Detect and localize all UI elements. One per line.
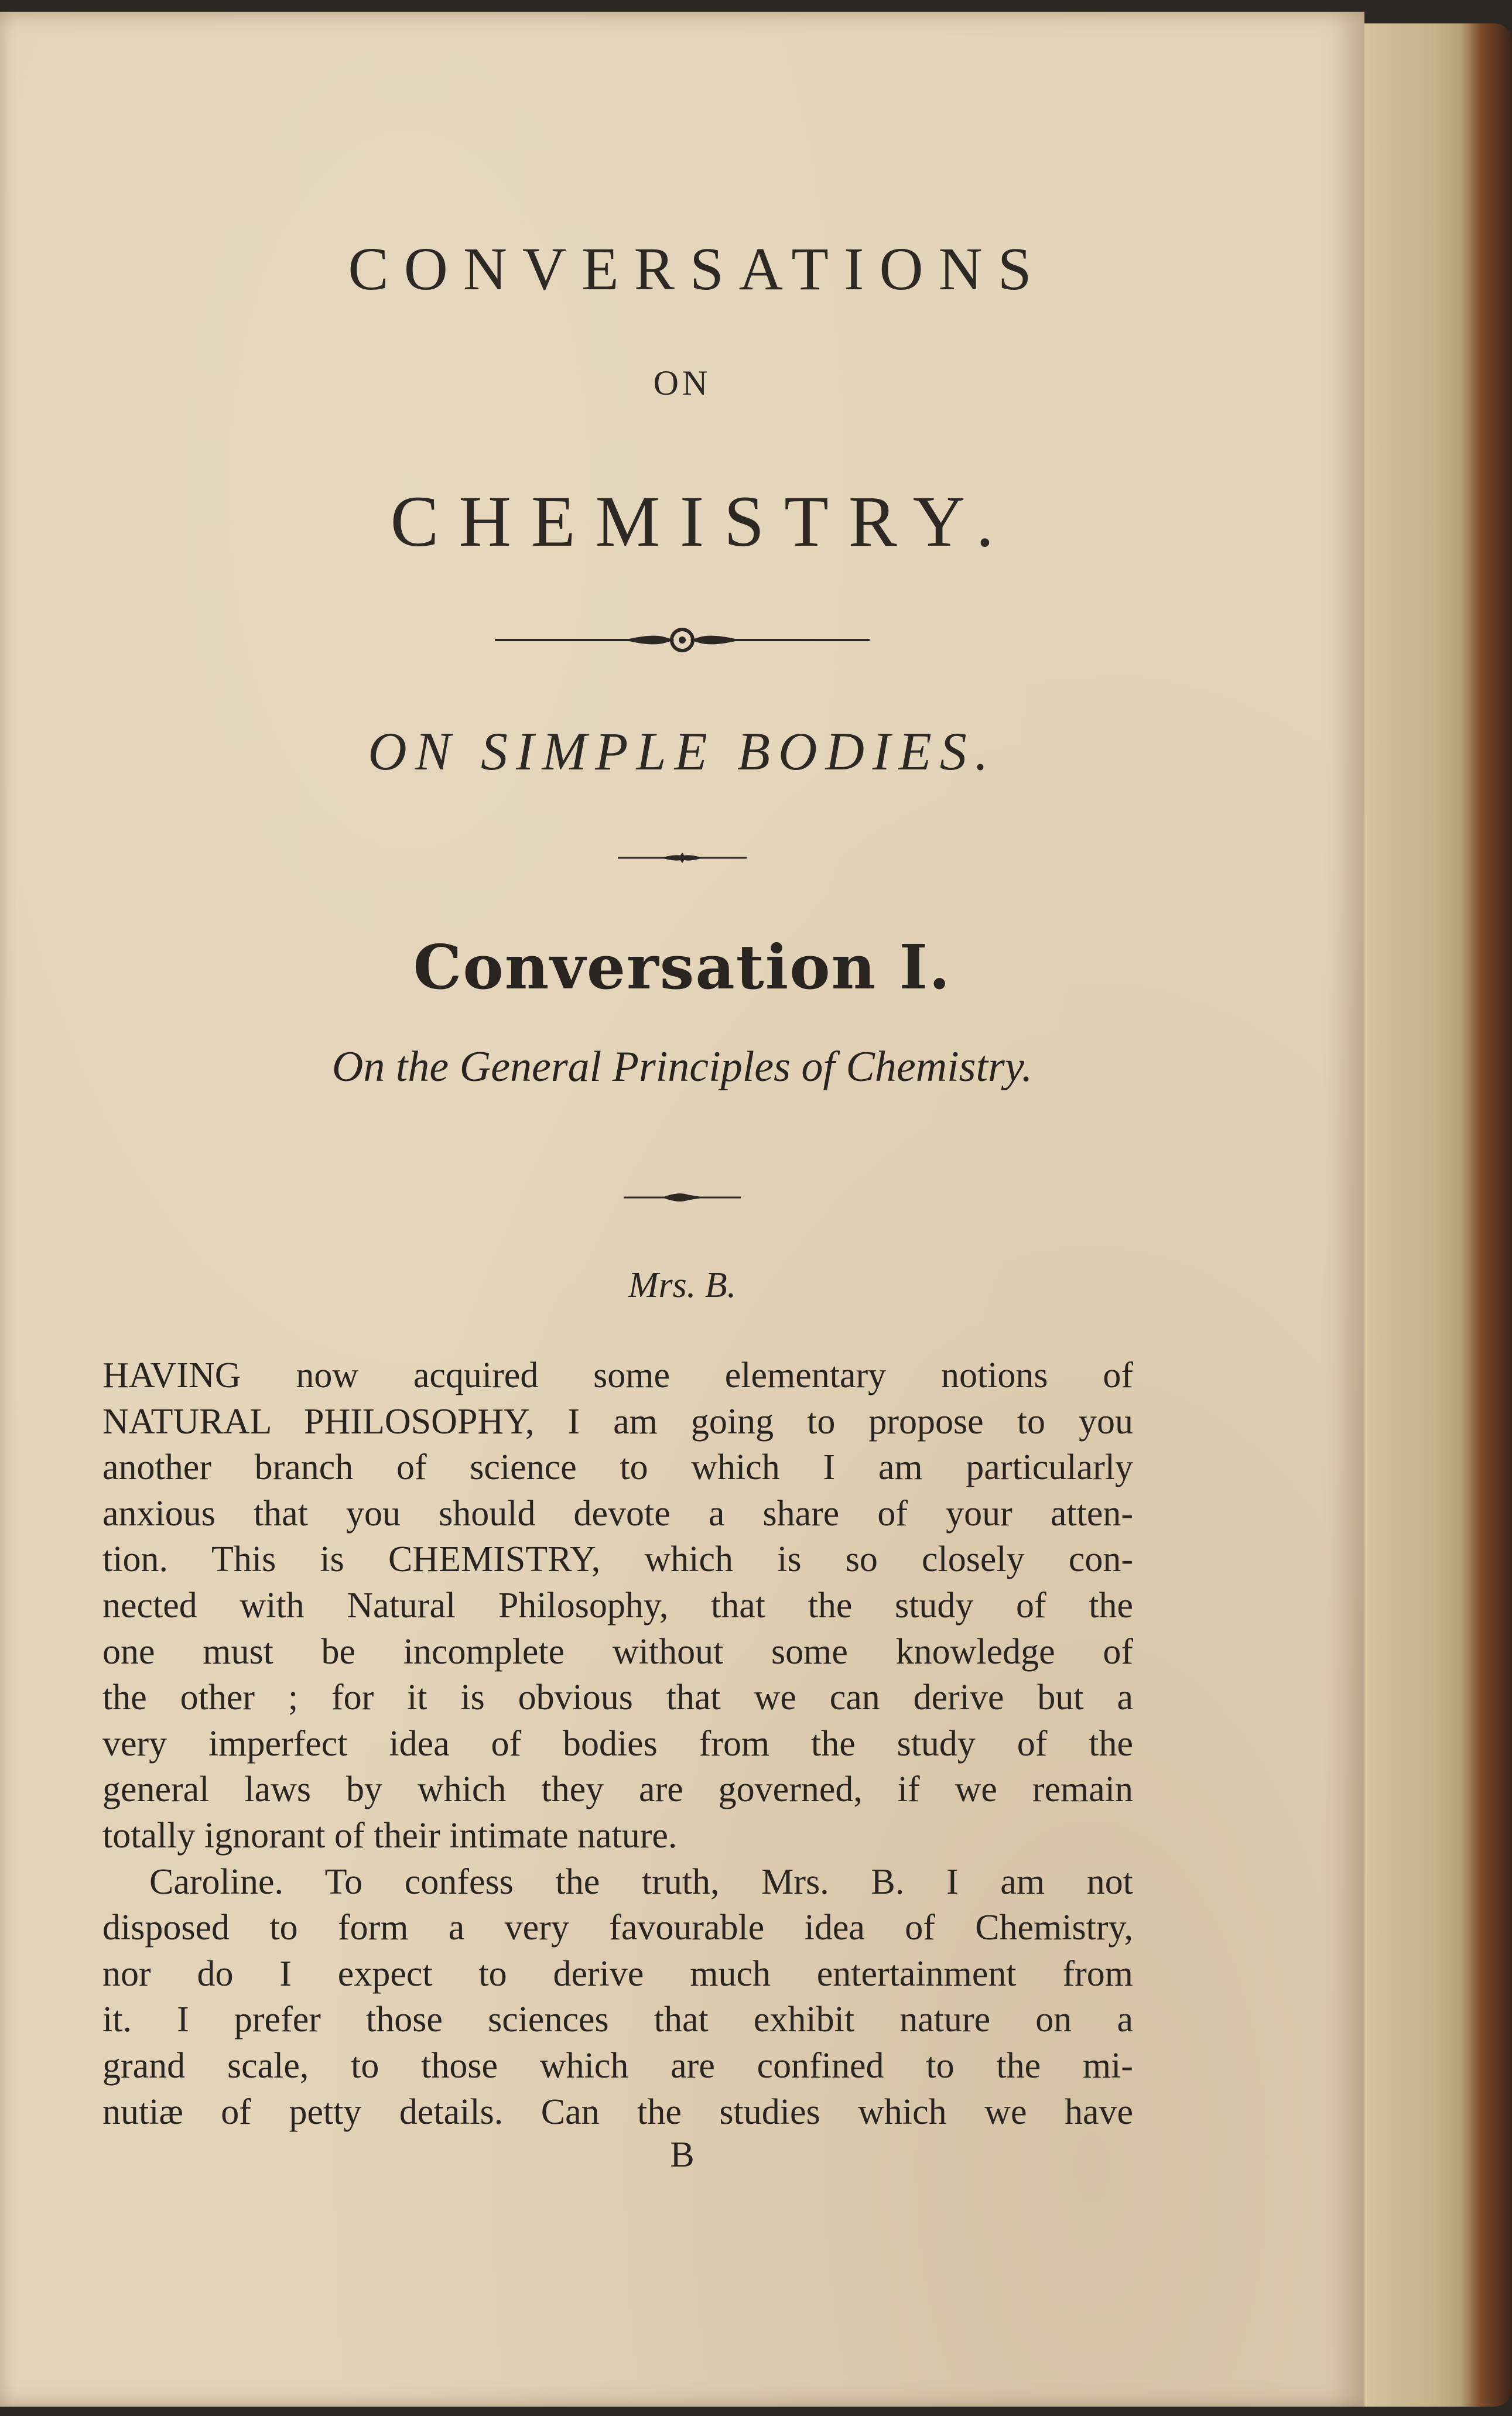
title-line-conversations: CONVERSATIONS — [348, 235, 1047, 303]
title-line-chemistry: CHEMISTRY. — [390, 481, 1014, 562]
speaker-name: Mrs. B. — [628, 1265, 737, 1305]
body-line: anxious that you should devote a share of your atten- — [102, 1493, 1133, 1534]
body-line: nutiæ of petty details. Can the studies which we have — [102, 2092, 1133, 2132]
body-line: grand scale, to those which are confined to the mi- — [102, 2045, 1133, 2086]
body-line: totally ignorant of their intimate nature. — [102, 1815, 678, 1856]
conversation-subtitle: On the General Principles of Chemistry. — [331, 1043, 1033, 1091]
body-line: tion. This is CHEMISTRY, which is so closely con- — [102, 1539, 1133, 1580]
body-line: disposed to form a very favourable idea of Chemistry, — [102, 1908, 1133, 1948]
body-line: very imperfect idea of bodies from the study of the — [102, 1723, 1133, 1764]
body-line: NATURAL PHILOSOPHY, I am going to propose to you — [102, 1401, 1133, 1442]
book-page-edges — [1341, 23, 1512, 2407]
signature-mark: B — [670, 2135, 695, 2175]
ornamental-rule-3 — [0, 1189, 1364, 1206]
body-line: it. I prefer those sciences that exhibit nature on a — [102, 2000, 1133, 2040]
ornamental-rule-1 — [0, 625, 1364, 655]
body-line: nected with Natural Philosophy, that the study of the — [102, 1585, 1133, 1626]
body-line: HAVING now acquired some elementary notions of — [102, 1356, 1133, 1395]
body-line: one must be incomplete without some knowledge of — [102, 1631, 1133, 1672]
ornamental-rule-2 — [0, 849, 1364, 867]
section-subtitle: ON SIMPLE BODIES. — [368, 721, 997, 781]
body-line: another branch of science to which I am particularly — [102, 1447, 1133, 1488]
conversation-heading: Conversation I. — [413, 931, 952, 1003]
body-line: nor do I expect to derive much entertainment from — [102, 1953, 1133, 1994]
body-line: general laws by which they are governed, if we remain — [102, 1770, 1133, 1810]
body-line: the other ; for it is obvious that we can derive but a — [102, 1678, 1133, 1718]
body-text — [102, 1353, 1133, 2135]
title-line-on: ON — [653, 364, 711, 402]
body-line: Caroline. To confess the truth, Mrs. B. I am not — [149, 1861, 1133, 1902]
book-page — [0, 12, 1364, 2407]
